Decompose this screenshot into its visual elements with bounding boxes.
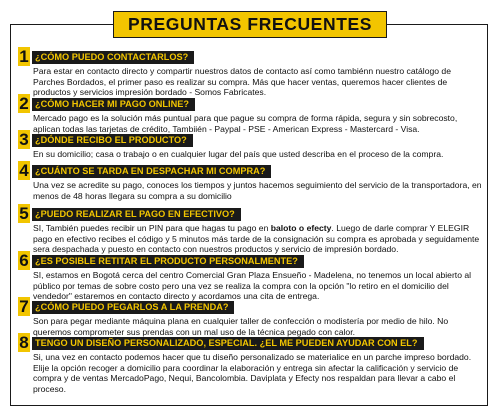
faq-question: ¿ES POSIBLE RETITAR EL PRODUCTO PERSONALMENTE? bbox=[32, 255, 304, 268]
faq-answer: Mercado pago es la solución más puntual para que pague su compra de forma rápida, segura y sin sobrecosto, aplican todas las tarjetas de crédito, Tambiién - Paypal - PSE - American Express - Mastercard - Visa. bbox=[33, 113, 458, 134]
faq-answer: Son para pegar mediante máquina plana en cualquier taller de confección o modistería por medio de hilo. No queremos comprometer sus prendas con un mal uso de la técnica pegado con calor. bbox=[33, 316, 449, 337]
faq-number: 8 bbox=[19, 333, 29, 352]
faq-answer: En su domicilio; casa o trabajo o en cualquier lugar del país que usted describa en el proceso de la compra. bbox=[33, 149, 444, 159]
title-wrap bbox=[0, 11, 500, 38]
faq-question: ¿CÓMO HACER MI PAGO ONLINE? bbox=[32, 98, 195, 111]
faq-question: ¿CÓMO PUEDO PEGARLOS A LA PRENDA? bbox=[32, 301, 234, 314]
answer-highlight: baloto o efecty bbox=[270, 223, 332, 233]
faq-answer: Si, una vez en contacto podemos hacer que tu diseño personalizado se materialice en un parche impreso bordado. Elije la opción recoger a domicilio para coordinar la elaboración y entrega sin afectar la calificación y servicio de compra y de ventas MercadoPago, Nequi, Bancolombia. Daviplata y Efecty nos respaldan para llevar a cabo el proceso. bbox=[33, 352, 472, 394]
faq-number: 7 bbox=[19, 297, 29, 316]
faq-number: 3 bbox=[19, 130, 29, 149]
faq-question: ¿CÓMO PUEDO CONTACTARLOS? bbox=[32, 51, 194, 64]
faq-item-7 bbox=[18, 297, 484, 337]
faq-item-6 bbox=[18, 251, 484, 302]
faq-item-4 bbox=[18, 161, 484, 201]
answer-text: . Luego de darle comprar Y ELEGIR pago en efectivo recibes el código y 5 minutos más tarde de la consignación su compra es aprobada y seguidamente sera despachada y puesto en contacto con nuestros productos y servicio de impresión bordado. bbox=[33, 223, 480, 255]
page-title: PREGUNTAS FRECUENTES bbox=[113, 11, 387, 38]
faq-item-2 bbox=[18, 94, 484, 134]
faq-item-1 bbox=[18, 47, 484, 98]
faq-answer: Para estar en contacto directo y compartir nuestros datos de contacto así como tambiénn nuestro catálogo de Parches Bordados, el primer paso es realizar su compra. Más que hacer ventas, queremos hacer clientes de productos y servicios impresión bordado - Somos Fabricates. bbox=[33, 66, 451, 98]
faq-question: ¿DÓNDE RECIBO EL PRODUCTO? bbox=[32, 134, 193, 147]
faq-number: 5 bbox=[19, 204, 29, 223]
faq-answer: SI, estamos en Bogotá cerca del centro Comercial Gran Plaza Ensueño - Madelena, no tenemos un local abierto al público por temas de sobre costo pero una vez se realiza la compra con la opción "lo retiro en el domicilio del vendedor" estaremos en contacto directo y acordamos una cita de entrega. bbox=[33, 270, 472, 302]
faq-number: 2 bbox=[19, 94, 29, 113]
faq-number: 4 bbox=[19, 161, 29, 180]
faq-number: 1 bbox=[19, 47, 29, 66]
faq-question: TENGO UN DISEÑO PERSONALIZADO, ESPECIAL. ¿EL ME PUEDEN AYUDAR CON EL? bbox=[32, 337, 424, 350]
faq-answer: Una vez se acredite su pago, conoces los tiempos y juntos hacemos seguimiento del servicio de la transportadora, en menos de 48 horas llegara su compra a su domicilio bbox=[33, 180, 482, 201]
faq-item-8 bbox=[18, 333, 484, 394]
faq-item-3 bbox=[18, 130, 484, 160]
faq-answer-5 bbox=[33, 223, 484, 255]
faq-item-5 bbox=[18, 204, 484, 255]
faq-number: 6 bbox=[19, 251, 29, 270]
faq-question: ¿PUEDO REALIZAR EL PAGO EN EFECTIVO? bbox=[32, 208, 241, 221]
faq-question: ¿CUÁNTO SE TARDA EN DESPACHAR MI COMPRA? bbox=[32, 165, 271, 178]
answer-text: SI, También puedes recibir un PIN para que hagas tu pago en bbox=[33, 223, 271, 233]
